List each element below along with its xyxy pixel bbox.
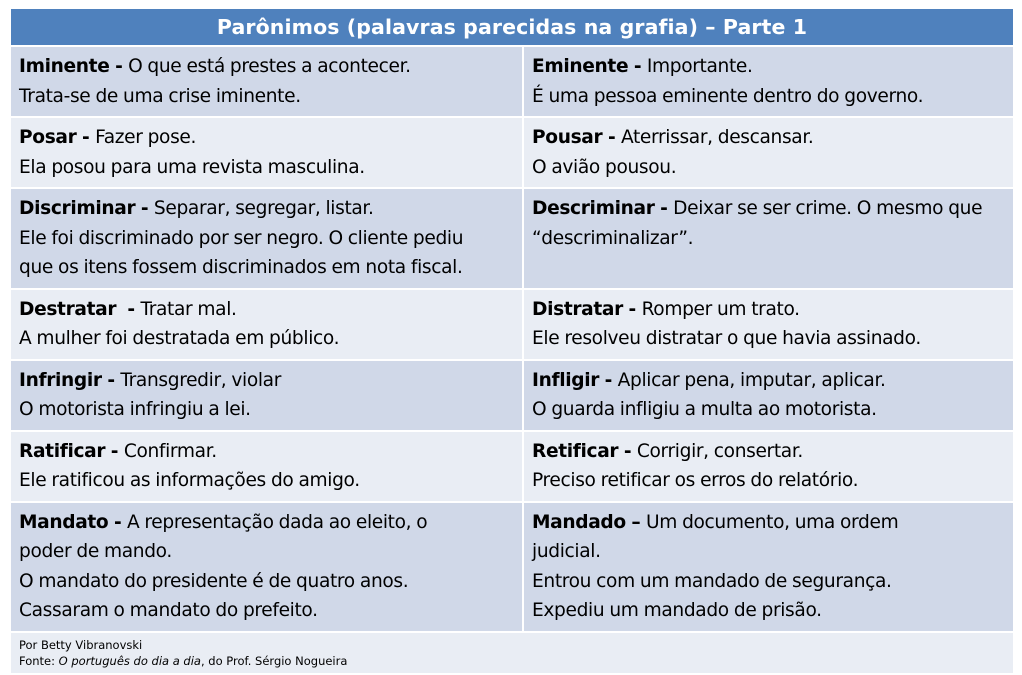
entry-example-line: É uma pessoa eminente dentro do governo. xyxy=(532,85,924,107)
source-book-title: O português do dia a dia xyxy=(58,653,201,668)
entry-term: Infringir xyxy=(19,369,102,391)
credits xyxy=(11,633,1013,672)
title-row xyxy=(10,8,1014,46)
entry-content xyxy=(11,432,522,501)
entry-separator: - xyxy=(628,56,647,77)
entry-cell-left xyxy=(10,46,523,117)
entry-content xyxy=(524,189,1013,258)
entry-content xyxy=(11,189,522,288)
entry-separator: - xyxy=(135,198,154,219)
source-credit xyxy=(19,653,1005,669)
entry-example-line: Ele resolveu distratar o que havia assinado. xyxy=(532,328,921,349)
entry-term: Destratar xyxy=(19,298,117,320)
entry-example-line: O guarda infligiu a multa ao motorista. xyxy=(532,399,877,420)
table-row xyxy=(10,360,1014,431)
entry-term: Descriminar xyxy=(532,198,655,219)
entry-example-line: judicial. xyxy=(532,541,601,562)
entry-definition: Deixar se ser crime. O mesmo que xyxy=(673,198,983,219)
entry-content xyxy=(524,432,1013,501)
entry-cell-right xyxy=(523,289,1014,360)
entry-separator: - xyxy=(618,440,637,462)
entry-example-line: Ele foi discriminado por ser negro. O cliente pediu xyxy=(19,227,464,249)
entry-term: Infligir xyxy=(532,369,600,391)
entry-separator: - xyxy=(622,298,642,320)
entry-definition: Aplicar pena, imputar, aplicar. xyxy=(617,369,886,391)
entry-separator: - xyxy=(109,56,129,77)
entry-separator: - xyxy=(101,369,121,391)
table-row xyxy=(10,431,1014,502)
entry-definition: Tratar mal. xyxy=(140,298,237,320)
entry-cell-right xyxy=(523,431,1014,502)
entry-definition: Romper um trato. xyxy=(641,298,800,320)
entry-definition: A representação dada ao eleito, o xyxy=(126,511,428,533)
entry-term: Posar xyxy=(19,127,77,148)
entry-example-line: Preciso retificar os erros do relatório. xyxy=(532,470,859,491)
entry-definition: Transgredir, violar xyxy=(120,369,282,391)
entry-term: Mandado xyxy=(532,511,626,533)
entry-content xyxy=(524,118,1013,187)
entry-term: Pousar xyxy=(532,127,603,148)
entry-first-line xyxy=(532,508,1006,538)
entry-definition: Corrigir, consertar. xyxy=(636,440,803,462)
entry-cell-left xyxy=(10,289,523,360)
entry-example-line: Entrou com um mandado de segurança. xyxy=(532,570,892,592)
entry-content xyxy=(11,503,522,631)
table-row xyxy=(10,502,1014,632)
entry-cell-left xyxy=(10,431,523,502)
table-row xyxy=(10,289,1014,360)
entry-definition: Aterrissar, descansar. xyxy=(620,127,814,148)
entry-separator: - xyxy=(105,440,124,462)
table-row xyxy=(10,117,1014,188)
entry-example-line: poder de mando. xyxy=(19,541,172,562)
table-title: Parônimos (palavras parecidas na grafia) – Parte 1 xyxy=(10,8,1014,46)
entry-first-line xyxy=(19,295,515,325)
entry-cell-right xyxy=(523,502,1014,632)
entry-cell-right xyxy=(523,46,1014,117)
entry-definition: O que está prestes a acontecer. xyxy=(128,56,411,77)
entry-first-line xyxy=(532,366,1006,396)
entry-term: Mandato xyxy=(19,511,109,533)
entry-term: Ratificar xyxy=(19,440,106,462)
entry-first-line xyxy=(532,123,1006,153)
entry-cell-right xyxy=(523,188,1014,289)
entry-example-line: “descriminalizar”. xyxy=(532,227,694,249)
source-prefix: Fonte: xyxy=(19,653,59,668)
entry-content xyxy=(524,290,1013,359)
entry-content xyxy=(524,361,1013,430)
entry-first-line xyxy=(532,437,1006,467)
entry-example-line: Cassaram o mandato do prefeito. xyxy=(19,600,318,621)
entry-first-line xyxy=(19,123,515,153)
entry-cell-right xyxy=(523,360,1014,431)
entry-cell-left xyxy=(10,117,523,188)
entry-separator: - xyxy=(76,127,96,148)
entry-first-line xyxy=(19,194,515,224)
entry-separator: - xyxy=(116,298,141,320)
entry-example-line: A mulher foi destratada em público. xyxy=(19,328,340,349)
author-credit: Por Betty Vibranovski xyxy=(19,637,143,652)
entry-content xyxy=(11,118,522,187)
entry-definition: Confirmar. xyxy=(123,440,217,462)
entry-cell-left xyxy=(10,360,523,431)
entry-cell-left xyxy=(10,188,523,289)
paronyms-table xyxy=(9,7,1015,675)
entry-example-line: Ela posou para uma revista masculina. xyxy=(19,156,365,178)
entry-definition: Separar, segregar, listar. xyxy=(153,198,374,219)
entry-definition: Fazer pose. xyxy=(95,127,197,148)
entry-separator: - xyxy=(602,127,621,148)
table-row xyxy=(10,188,1014,289)
entry-term: Distratar xyxy=(532,298,623,320)
entry-separator: - xyxy=(654,198,674,219)
entry-term: Iminente xyxy=(19,56,110,77)
entry-example-line: O mandato do presidente é de quatro anos. xyxy=(19,570,409,592)
entry-first-line xyxy=(19,437,515,467)
entry-separator: - xyxy=(599,369,618,391)
entry-definition: Importante. xyxy=(646,56,753,77)
entry-example-line: O avião pousou. xyxy=(532,156,677,178)
entry-term: Discriminar xyxy=(19,198,136,219)
entry-term: Retificar xyxy=(532,440,619,462)
entry-example-line: Expediu um mandado de prisão. xyxy=(532,600,822,621)
entry-cell-right xyxy=(523,117,1014,188)
entry-first-line xyxy=(532,194,1006,224)
entry-separator: – xyxy=(625,511,646,533)
entry-content xyxy=(11,361,522,430)
entry-first-line xyxy=(532,295,1006,325)
entry-content xyxy=(524,503,1013,631)
table-body xyxy=(10,8,1014,674)
entry-first-line xyxy=(19,366,515,396)
entry-example-line: O motorista infringiu a lei. xyxy=(19,399,251,420)
entry-content xyxy=(11,290,522,359)
entry-separator: - xyxy=(108,511,127,533)
entry-example-line: Ele ratificou as informações do amigo. xyxy=(19,470,360,491)
source-suffix: , do Prof. Sérgio Nogueira xyxy=(200,653,348,668)
entry-content xyxy=(524,47,1013,116)
entry-cell-left xyxy=(10,502,523,632)
entry-example-line: Trata-se de uma crise iminente. xyxy=(19,85,301,107)
entry-term: Eminente xyxy=(532,56,629,77)
entry-first-line xyxy=(19,508,515,538)
table-row xyxy=(10,46,1014,117)
entry-definition: Um documento, uma ordem xyxy=(645,511,899,533)
entry-first-line xyxy=(19,52,515,82)
entry-example-line: que os itens fossem discriminados em nota fiscal. xyxy=(19,257,463,278)
entry-first-line xyxy=(532,52,1006,82)
entry-content xyxy=(11,47,522,116)
